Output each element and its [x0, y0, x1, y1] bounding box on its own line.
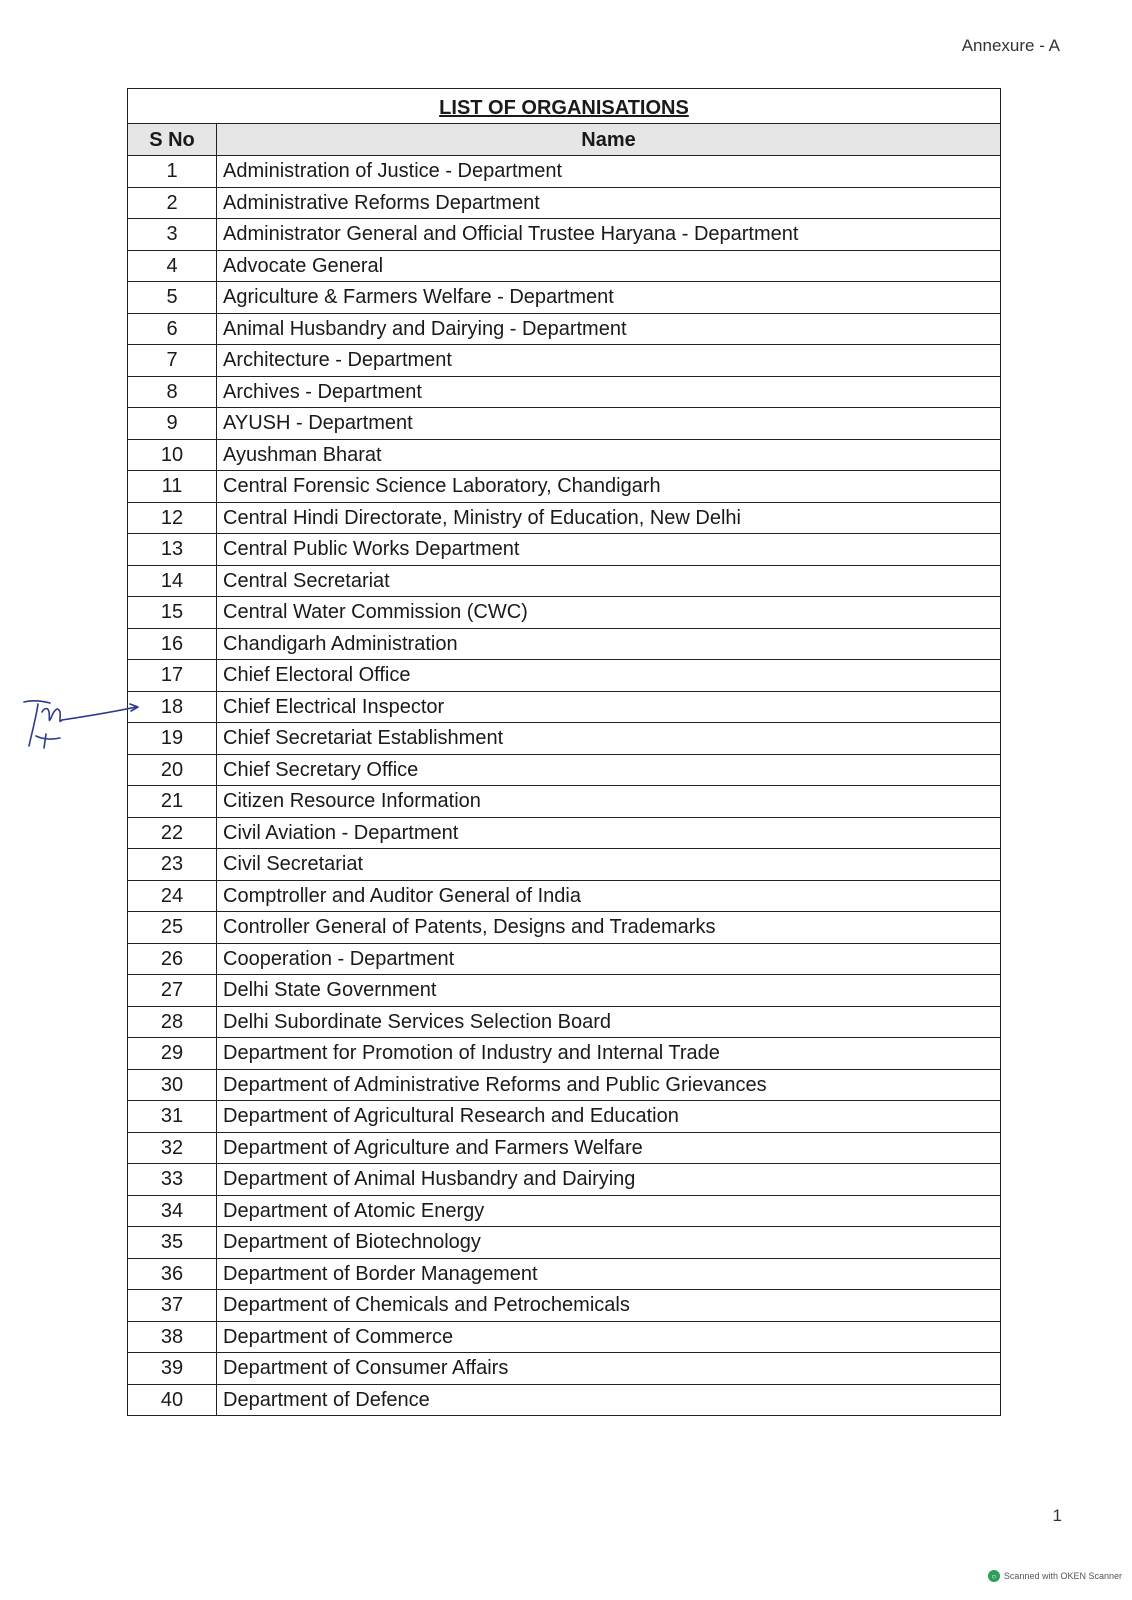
- row-serial-number: 18: [128, 691, 217, 723]
- row-serial-number: 40: [128, 1384, 217, 1416]
- row-organisation-name: Administration of Justice - Department: [217, 156, 1001, 188]
- table-row: [128, 1258, 1001, 1290]
- table-row: [128, 1384, 1001, 1416]
- row-serial-number: 34: [128, 1195, 217, 1227]
- row-serial-number: 38: [128, 1321, 217, 1353]
- row-serial-number: 31: [128, 1101, 217, 1133]
- table-row: [128, 1195, 1001, 1227]
- table-title-row: [128, 89, 1001, 124]
- table-row: [128, 471, 1001, 503]
- row-organisation-name: Ayushman Bharat: [217, 439, 1001, 471]
- row-organisation-name: Central Secretariat: [217, 565, 1001, 597]
- row-organisation-name: Department of Border Management: [217, 1258, 1001, 1290]
- row-serial-number: 6: [128, 313, 217, 345]
- table-row: [128, 1006, 1001, 1038]
- row-organisation-name: Department of Defence: [217, 1384, 1001, 1416]
- row-organisation-name: Archives - Department: [217, 376, 1001, 408]
- organisations-table: [127, 88, 1001, 1416]
- row-serial-number: 20: [128, 754, 217, 786]
- table-row: [128, 565, 1001, 597]
- row-serial-number: 15: [128, 597, 217, 629]
- row-organisation-name: Animal Husbandry and Dairying - Department: [217, 313, 1001, 345]
- row-organisation-name: AYUSH - Department: [217, 408, 1001, 440]
- row-organisation-name: Department of Chemicals and Petrochemicals: [217, 1290, 1001, 1322]
- row-serial-number: 3: [128, 219, 217, 251]
- row-serial-number: 4: [128, 250, 217, 282]
- row-organisation-name: Department for Promotion of Industry and Internal Trade: [217, 1038, 1001, 1070]
- row-serial-number: 17: [128, 660, 217, 692]
- table-title: LIST OF ORGANISATIONS: [128, 89, 1001, 124]
- row-organisation-name: Department of Agriculture and Farmers Welfare: [217, 1132, 1001, 1164]
- table-row: [128, 660, 1001, 692]
- table-row: [128, 691, 1001, 723]
- row-organisation-name: Department of Administrative Reforms and Public Grievances: [217, 1069, 1001, 1101]
- table-row: [128, 502, 1001, 534]
- row-organisation-name: Department of Consumer Affairs: [217, 1353, 1001, 1385]
- scanner-logo-icon: ○: [988, 1570, 1000, 1582]
- table-row: [128, 219, 1001, 251]
- row-serial-number: 36: [128, 1258, 217, 1290]
- row-organisation-name: Architecture - Department: [217, 345, 1001, 377]
- row-serial-number: 30: [128, 1069, 217, 1101]
- row-serial-number: 7: [128, 345, 217, 377]
- row-serial-number: 8: [128, 376, 217, 408]
- table-row: [128, 408, 1001, 440]
- table-row: [128, 376, 1001, 408]
- row-organisation-name: Civil Secretariat: [217, 849, 1001, 881]
- handwritten-signature: [18, 698, 148, 758]
- table-row: [128, 1227, 1001, 1259]
- table-row: [128, 187, 1001, 219]
- row-serial-number: 39: [128, 1353, 217, 1385]
- row-serial-number: 10: [128, 439, 217, 471]
- table-row: [128, 1069, 1001, 1101]
- table-row: [128, 345, 1001, 377]
- row-organisation-name: Chandigarh Administration: [217, 628, 1001, 660]
- row-organisation-name: Central Water Commission (CWC): [217, 597, 1001, 629]
- row-organisation-name: Chief Electrical Inspector: [217, 691, 1001, 723]
- table-row: [128, 1101, 1001, 1133]
- row-organisation-name: Chief Electoral Office: [217, 660, 1001, 692]
- table-row: [128, 628, 1001, 660]
- row-organisation-name: Delhi State Government: [217, 975, 1001, 1007]
- row-organisation-name: Cooperation - Department: [217, 943, 1001, 975]
- row-organisation-name: Department of Biotechnology: [217, 1227, 1001, 1259]
- table-row: [128, 880, 1001, 912]
- page-number: 1: [1052, 1506, 1062, 1525]
- table-row: [128, 282, 1001, 314]
- table-row: [128, 1290, 1001, 1322]
- row-organisation-name: Agriculture & Farmers Welfare - Department: [217, 282, 1001, 314]
- row-serial-number: 32: [128, 1132, 217, 1164]
- table-row: [128, 1132, 1001, 1164]
- row-organisation-name: Chief Secretariat Establishment: [217, 723, 1001, 755]
- row-serial-number: 24: [128, 880, 217, 912]
- table-row: [128, 534, 1001, 566]
- row-serial-number: 14: [128, 565, 217, 597]
- table-row: [128, 1038, 1001, 1070]
- row-serial-number: 29: [128, 1038, 217, 1070]
- table-row: [128, 754, 1001, 786]
- table-row: [128, 1353, 1001, 1385]
- table-row: [128, 849, 1001, 881]
- row-serial-number: 13: [128, 534, 217, 566]
- row-serial-number: 2: [128, 187, 217, 219]
- row-organisation-name: Department of Atomic Energy: [217, 1195, 1001, 1227]
- row-organisation-name: Central Public Works Department: [217, 534, 1001, 566]
- row-serial-number: 21: [128, 786, 217, 818]
- table-row: [128, 786, 1001, 818]
- row-organisation-name: Citizen Resource Information: [217, 786, 1001, 818]
- table-body: [128, 156, 1001, 1416]
- name-column-header: Name: [217, 124, 1001, 156]
- row-serial-number: 28: [128, 1006, 217, 1038]
- row-organisation-name: Advocate General: [217, 250, 1001, 282]
- row-serial-number: 26: [128, 943, 217, 975]
- table-row: [128, 723, 1001, 755]
- row-organisation-name: Central Forensic Science Laboratory, Chandigarh: [217, 471, 1001, 503]
- table-row: [128, 597, 1001, 629]
- table-row: [128, 250, 1001, 282]
- row-serial-number: 5: [128, 282, 217, 314]
- scanner-watermark: [988, 1570, 1122, 1582]
- table-header-row: [128, 124, 1001, 156]
- table-row: [128, 1321, 1001, 1353]
- row-organisation-name: Department of Commerce: [217, 1321, 1001, 1353]
- sno-column-header: S No: [128, 124, 217, 156]
- table-row: [128, 439, 1001, 471]
- table-row: [128, 943, 1001, 975]
- row-serial-number: 27: [128, 975, 217, 1007]
- annexure-label: Annexure - A: [961, 36, 1060, 55]
- row-organisation-name: Comptroller and Auditor General of India: [217, 880, 1001, 912]
- row-organisation-name: Controller General of Patents, Designs and Trademarks: [217, 912, 1001, 944]
- row-organisation-name: Department of Animal Husbandry and Dairying: [217, 1164, 1001, 1196]
- row-organisation-name: Administrative Reforms Department: [217, 187, 1001, 219]
- row-serial-number: 1: [128, 156, 217, 188]
- row-serial-number: 9: [128, 408, 217, 440]
- row-serial-number: 11: [128, 471, 217, 503]
- table-row: [128, 156, 1001, 188]
- row-serial-number: 22: [128, 817, 217, 849]
- row-organisation-name: Chief Secretary Office: [217, 754, 1001, 786]
- table-row: [128, 313, 1001, 345]
- row-serial-number: 12: [128, 502, 217, 534]
- row-serial-number: 33: [128, 1164, 217, 1196]
- row-organisation-name: Civil Aviation - Department: [217, 817, 1001, 849]
- row-serial-number: 25: [128, 912, 217, 944]
- scanner-watermark-text: Scanned with OKEN Scanner: [1003, 1571, 1122, 1581]
- row-serial-number: 23: [128, 849, 217, 881]
- row-organisation-name: Central Hindi Directorate, Ministry of Education, New Delhi: [217, 502, 1001, 534]
- table-row: [128, 975, 1001, 1007]
- row-serial-number: 35: [128, 1227, 217, 1259]
- row-serial-number: 19: [128, 723, 217, 755]
- row-serial-number: 16: [128, 628, 217, 660]
- row-organisation-name: Department of Agricultural Research and Education: [217, 1101, 1001, 1133]
- table-row: [128, 912, 1001, 944]
- table-row: [128, 817, 1001, 849]
- row-serial-number: 37: [128, 1290, 217, 1322]
- row-organisation-name: Delhi Subordinate Services Selection Board: [217, 1006, 1001, 1038]
- row-organisation-name: Administrator General and Official Trustee Haryana - Department: [217, 219, 1001, 251]
- table-row: [128, 1164, 1001, 1196]
- organisations-table-container: [127, 88, 1001, 1416]
